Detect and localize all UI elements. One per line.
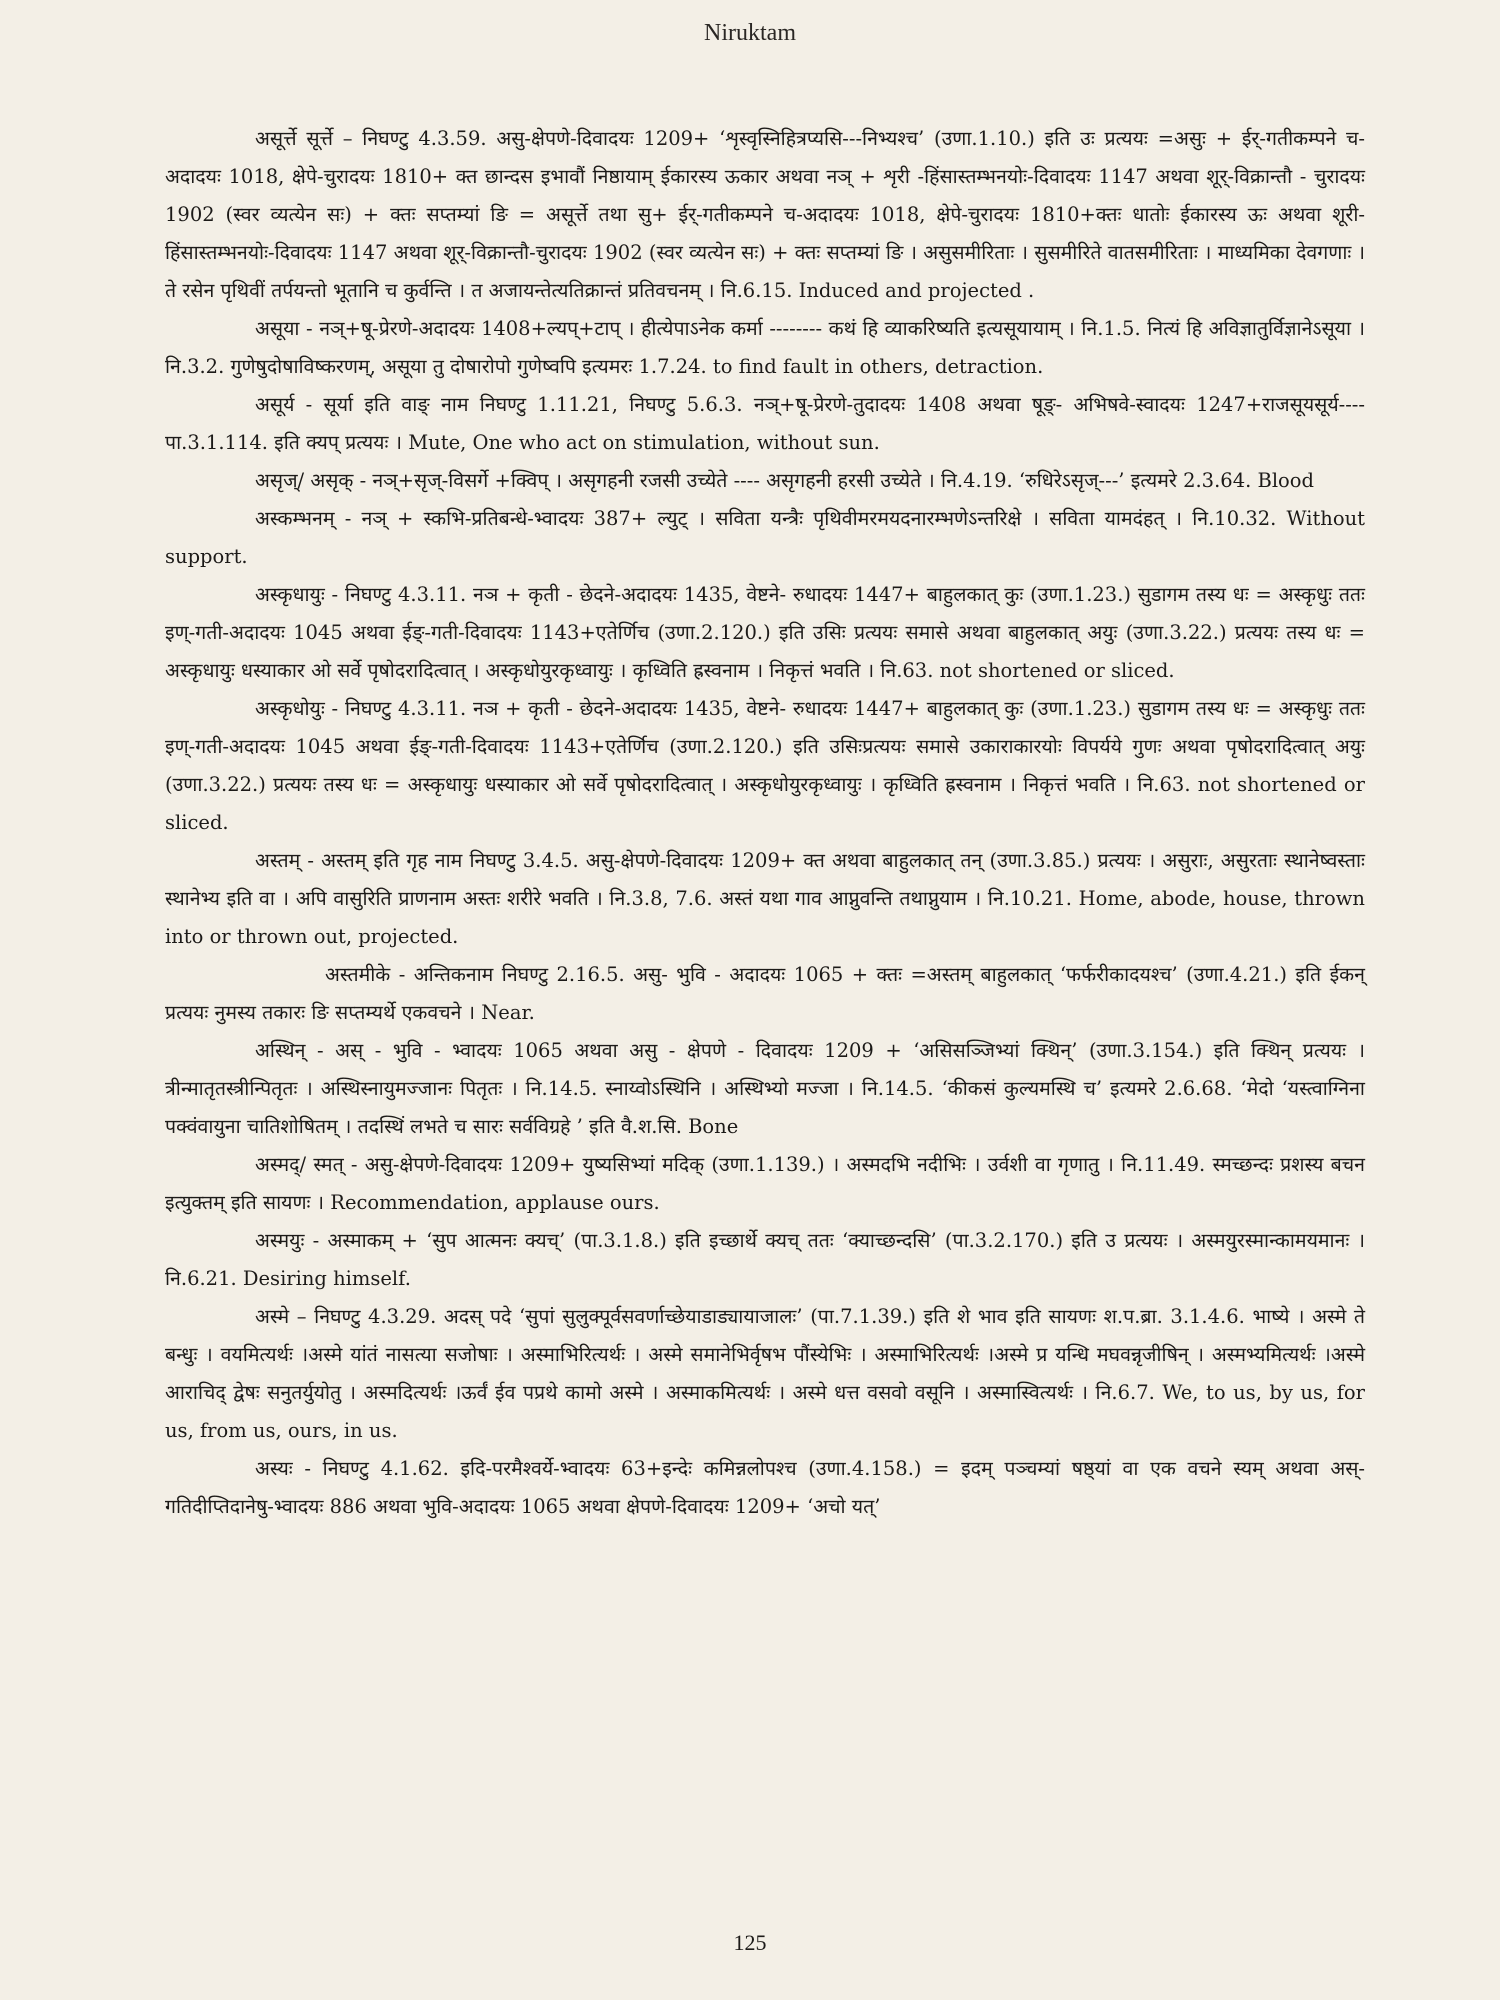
entry-asya: अस्यः - निघण्टु 4.1.62. इदि-परमैश्वर्ये-भ्वादयः 63+इन्देः कमिन्नलोपश्च (उणा.4.158.) = इदम् पञ्चम्यां षष्ठ्यां वा एक वचने स्यम् अथवा अस्-गतिदीप्तिदानेषु-भ्वादयः 886 अथवा भुवि-अदादयः 1065 अथवा क्षेपणे-दिवादयः 1209+ ‘अचो यत्’ [165, 1457, 1365, 1518]
page-number: 125 [733, 1930, 767, 1955]
entry-asurte: असूर्त्ते सूर्त्ते – निघण्टु 4.3.59. असु-क्षेपणे-दिवादयः 1209+ ‘शृस्वृस्निहित्रप्यसि---निभ्यश्च’ (उणा.1.10.) इति उः प्रत्ययः =असुः + ईर्-गतीकम्पने च-अदादयः 1018, क्षेपे-चुरादयः 1810+ क्त छान्दस इभावौं निष्ठायाम् ईकारस्य ऊकार अथवा नञ् + शृरी -हिंसास्तम्भनयोः-दिवादयः 1147 अथवा शूर्-विक्रान्तौ - चुरादयः 1902 (स्वर व्यत्येन सः) + क्तः सप्तम्यां ङि = असूर्त्ते तथा सु+ ईर्-गतीकम्पने च-अदादयः 1018, क्षेपे-चुरादयः 1810+क्तः धातोः ईकारस्य ऊः अथवा शूरी-हिंसास्तम्भनयोः-दिवादयः 1147 अथवा शूर्-विक्रान्तौ-चुरादयः 1902 (स्वर व्यत्येन सः) + क्तः सप्तम्यां ङि । असुसमीरिताः । सुसमीरिते वातसमीरिताः । माध्यमिका देवगणाः । ते रसेन पृथिवीं तर्पयन्तो भूतानि च कुर्वन्ति । त अजायन्तेत्यतिक्रान्तं प्रतिवचनम् । नि.6.15. Induced and projected . [165, 127, 1365, 302]
entry-asthin: अस्थिन् - अस् - भुवि - भ्वादयः 1065 अथवा असु - क्षेपणे - दिवादयः 1209 + ‘असिसञ्जिभ्यां क्थिन्’ (उणा.3.154.) इति क्थिन् प्रत्ययः । त्रीन्मातृतस्त्रीन्पितृतः । अस्थिस्नायुमज्जानः पितृतः । नि.14.5. स्नाय्वोऽस्थिनि । अस्थिभ्यो मज्जा । नि.14.5. ‘कीकसं कुल्यमस्थि च’ इत्यमरे 2.6.68. ‘मेदो ‘यस्त्वाग्निना पक्वंवायुना चातिशोषितम् । तदस्थिं लभते च सारः सर्वविग्रहे ’ इति वै.श.सि. Bone [165, 1039, 1365, 1138]
entry-asmad: अस्मद्/ स्मत् - असु-क्षेपणे-दिवादयः 1209+ युष्यसिभ्यां मदिक् (उणा.1.139.) । अस्मदभि नदीभिः । उर्वशी वा गृणातु । नि.11.49. स्मच्छन्दः प्रशस्य बचन इत्युक्तम् इति सायणः । Recommendation, applause ours. [165, 1153, 1365, 1214]
entry-astamike: अस्तमीके - अन्तिकनाम निघण्टु 2.16.5. असु- भुवि - अदादयः 1065 + क्तः =अस्तम् बाहुलकात् ‘फर्फरीकादयश्च’ (उणा.4.21.) इति ईकन् प्रत्ययः नुमस्य तकारः ङि सप्तम्यर्थे एकवचने । Near. [165, 963, 1365, 1024]
entry-asmayu: अस्मयुः - अस्माकम् + ‘सुप आत्मनः क्यच्’ (पा.3.1.8.) इति इच्छार्थे क्यच् ततः ‘क्याच्छन्दसि’ (पा.3.2.170.) इति उ प्रत्ययः । अस्मयुरस्मान्कामयमानः । नि.6.21. Desiring himself. [165, 1229, 1365, 1290]
entry-askrdhoyu: अस्कृधोयुः - निघण्टु 4.3.11. नञ + कृती - छेदने-अदादयः 1435, वेष्टने- रुधादयः 1447+ बाहुलकात् कुः (उणा.1.23.) सुडागम तस्य धः = अस्कृधुः ततः इण्-गती-अदादयः 1045 अथवा ईङ्-गती-दिवादयः 1143+एतेर्णिच (उणा.2.120.) इति उसिःप्रत्ययः समासे उकाराकारयोः विपर्यये गुणः अथवा पृषोदरादित्वात् अयुः (उणा.3.22.) प्रत्ययः तस्य धः = अस्कृधायुः धस्याकार ओ सर्वे पृषोदरादित्वात् । अस्कृधोयुरकृध्वायुः । कृध्विति ह्रस्वनाम । निकृत्तं भवति । नि.63. not shortened or sliced. [165, 697, 1365, 834]
entry-asuya: असूया - नञ्+षू-प्रेरणे-अदादयः 1408+ल्यप्+टाप् । हीत्येपाऽनेक कर्मा -------- कथं हि व्याकरिष्यति इत्यसूयायाम् । नि.1.5. नित्यं हि अविज्ञातुर्विज्ञानेऽसूया । नि.3.2. गुणेषुदोषाविष्करणम्, असूया तु दोषारोपो गुणेष्वपि इत्यमरः 1.7.24. to find fault in others, detraction. [165, 317, 1365, 378]
entry-asrj: असृज्/ असृक् - नञ्+सृज्-विसर्गे +क्विप् । असृगहनी रजसी उच्येते ---- असृगहनी हरसी उच्येते । नि.4.19. ‘रुधिरेऽसृज्---’ इत्यमरे 2.3.64. Blood [255, 469, 1315, 492]
entry-asme: अस्मे – निघण्टु 4.3.29. अदस् पदे ‘सुपां सुलुक्पूर्वसवर्णाच्छेयाडाड्यायाजालः’ (पा.7.1.39.) इति शे भाव इति सायणः श.प.ब्रा. 3.1.4.6. भाष्ये । अस्मे ते बन्धुः । वयमित्यर्थः ।अस्मे यांतं नासत्या सजोषाः । अस्माभिरित्यर्थः । अस्मे समानेभिर्वृषभ पौंस्येभिः । अस्माभिरित्यर्थः ।अस्मे प्र यन्धि मघवन्नृजीषिन् । अस्मभ्यमित्यर्थः ।अस्मे आराचिद् द्वेषः सनुतर्युयोतु । अस्मदित्यर्थः ।ऊर्वं ईव पप्रथे कामो अस्मे । अस्माकमित्यर्थः । अस्मे धत्त वसवो वसूनि । अस्मास्वित्यर्थः । नि.6.7. We, to us, by us, for us, from us, ours, in us. [165, 1305, 1365, 1442]
running-head: Niruktam [704, 20, 796, 46]
entry-askrdhayu: अस्कृधायुः - निघण्टु 4.3.11. नञ + कृती - छेदने-अदादयः 1435, वेष्टने- रुधादयः 1447+ बाहुलकात् कुः (उणा.1.23.) सुडागम तस्य धः = अस्कृधुः ततः इण्-गती-अदादयः 1045 अथवा ईङ्-गती-दिवादयः 1143+एतेर्णिच (उणा.2.120.) इति उसिः प्रत्ययः समासे अथवा बाहुलकात् अयुः (उणा.3.22.) प्रत्ययः तस्य धः = अस्कृधायुः धस्याकार ओ सर्वे पृषोदरादित्वात् । अस्कृधोयुरकृध्वायुः । कृध्विति ह्रस्वनाम । निकृत्तं भवति । नि.63. not shortened or sliced. [165, 583, 1365, 682]
entry-astam: अस्तम् - अस्तम् इति गृह नाम निघण्टु 3.4.5. असु-क्षेपणे-दिवादयः 1209+ क्त अथवा बाहुलकात् तन् (उणा.3.85.) प्रत्ययः । असुराः, असुरताः स्थानेष्वस्ताः स्थानेभ्य इति वा । अपि वासुरिति प्राणनाम अस्तः शरीरे भवति । नि.3.8, 7.6. अस्तं यथा गाव आप्नुवन्ति तथाप्नुयाम । नि.10.21. Home, abode, house, thrown into or thrown out, projected. [165, 849, 1365, 948]
entry-askambhanam: अस्कम्भनम् - नञ् + स्कभि-प्रतिबन्धे-भ्वादयः 387+ ल्युट् । सविता यन्त्रैः पृथिवीमरमयदनारम्भणेऽन्तरिक्षे । सविता यामदंहत् । नि.10.32. Without support. [165, 507, 1365, 568]
page-body [165, 120, 1365, 1526]
entry-asurya: असूर्य - सूर्या इति वाङ् नाम निघण्टु 1.11.21, निघण्टु 5.6.3. नञ्+षू-प्रेरणे-तुदादयः 1408 अथवा षूङ्- अभिषवे-स्वादयः 1247+राजसूयसूर्य----पा.3.1.114. इति क्यप् प्रत्ययः । Mute, One who act on stimulation, without sun. [165, 393, 1365, 454]
